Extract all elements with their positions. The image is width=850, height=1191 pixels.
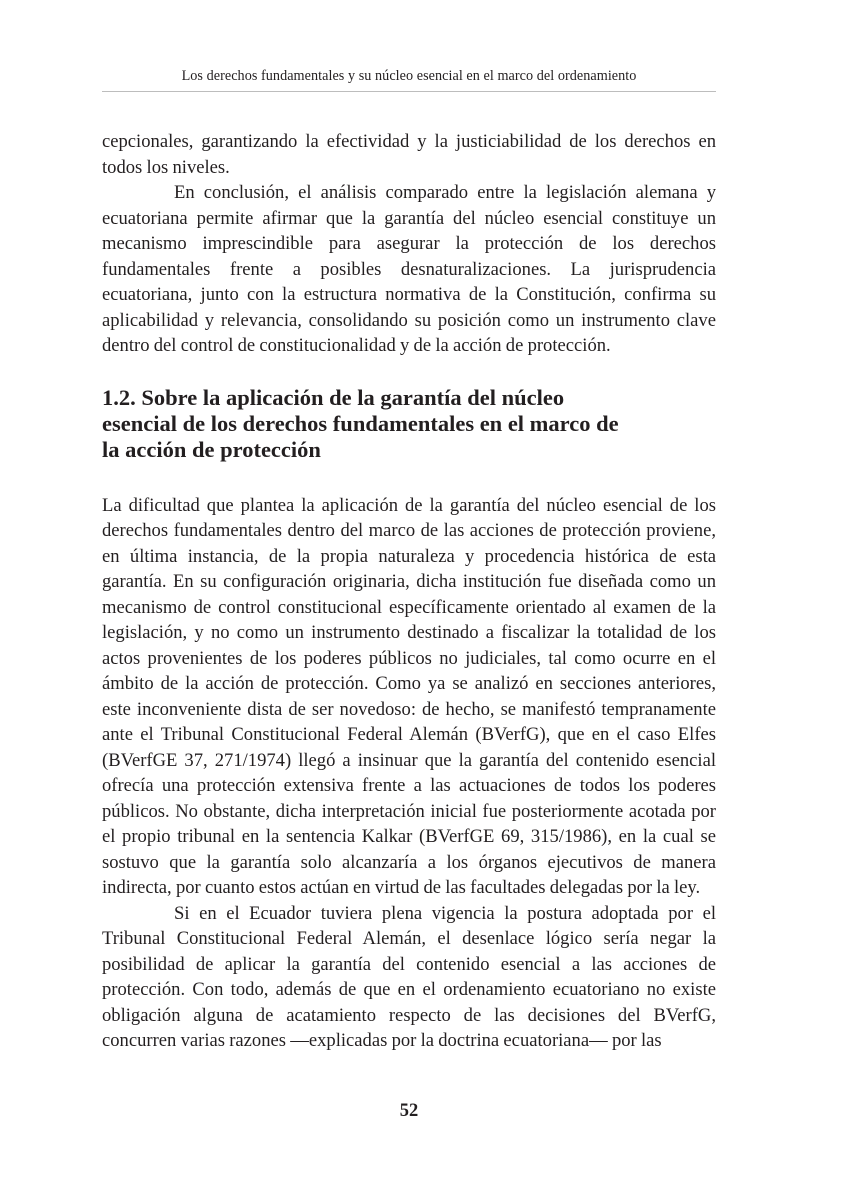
running-header: Los derechos fundamentales y su núcleo esencial en el marco del ordenamiento xyxy=(181,68,637,84)
paragraph-continuation: cepcionales, garantizando la efectividad y la justiciabilidad de los derechos en todos los niveles. xyxy=(102,131,716,178)
paragraph-conclusion: En conclusión, el análisis comparado entre la legislación alemana y ecuatoriana permite afirmar que la garantía del núcleo esencial constituye un mecanismo imprescindible para asegurar la protección de los derechos fundamentales frente a posibles desnaturalizaciones. La jurisprudencia ecuatoriana, junto con la estructura normativa de la Constitución, confirma su aplicabilidad y relevancia, consolidando su posición como un instrumento clave dentro del control de constitucionalidad y de la acción de protección. xyxy=(102,182,716,356)
section-heading: 1.2. Sobre la aplicación de la garantía del núcleo esencial de los derechos fundamentales en el marco de la acción de protección xyxy=(102,384,619,462)
header-divider xyxy=(102,91,716,92)
paragraph-difficulty: La dificultad que plantea la aplicación de la garantía del núcleo esencial de los derechos fundamentales dentro del marco de las acciones de protección proviene, en última instancia, de la propia naturaleza y procedencia histórica de esta garantía. En su configuración originaria, dicha institución fue diseñada como un mecanismo de control constitucional específicamente orientado al examen de la legislación, y no como un instrumento destinado a fiscalizar la totalidad de los actos provenientes de los poderes públicos no judiciales, tal como ocurre en el ámbito de la acción de protección. Como ya se analizó en secciones anteriores, este inconveniente dista de ser novedoso: de hecho, se manifestó tempranamente ante el Tribunal Constitucional Federal Alemán (BVerfG), que en el caso Elfes (BVerfGE 37, 271/1974) llegó a insinuar que la garantía del contenido esencial ofrecía una protección extensiva frente a las actuaciones de todos los poderes públicos. No obstante, dicha interpretación inicial fue posteriormente acotada por el propio tribunal en la sentencia Kalkar (BVerfGE 69, 315/1986), en la cual se sostuvo que la garantía solo alcanzaría a los órganos ejecutivos de manera indirecta, por cuanto estos actúan en virtud de las facultades delegadas por la ley. xyxy=(102,494,716,898)
page-body xyxy=(102,129,716,1054)
page-number: 52 xyxy=(399,1101,419,1121)
paragraph-ecuador: Si en el Ecuador tuviera plena vigencia la postura adoptada por el Tribunal Constitucional Federal Alemán, el desenlace lógico sería negar la posibilidad de aplicar la garantía del contenido esencial a las acciones de protección. Con todo, además de que en el ordenamiento ecuatoriano no existe obligación alguna de acatamiento respecto de las decisiones del BVerfG, concurren varias razones —explicadas por la doctrina ecuatoriana— por las xyxy=(102,902,716,1051)
